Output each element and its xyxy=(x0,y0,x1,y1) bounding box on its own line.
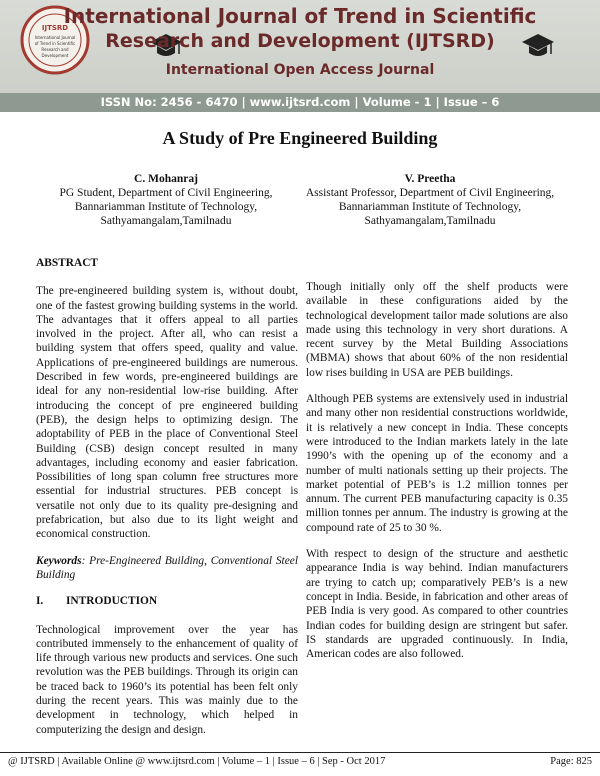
logo-text: International Journal xyxy=(34,35,76,40)
author-affiliation: Bannariamman Institute of Technology, xyxy=(338,201,522,213)
journal-banner xyxy=(0,0,600,112)
body-paragraph: Although PEB systems are extensively used in industrial and many other non residential constructions worldwide, it is relatively a new concept in India. These concepts were introduced to the Indian markets lately in the late 1990’s with the opening up of the economy and a number of multi nationals setting up their projects. The market potential of PEB’s is 1.2 million tonnes per annum. The current PEB manufacturing capacity is 0.35 million tonnes per annum. The industry is growing at the compound rate of 25 to 30 %. xyxy=(306,393,568,534)
page-footer xyxy=(8,756,592,767)
author-name: C. Mohanraj xyxy=(134,173,198,185)
author-affiliation: Assistant Professor, Department of Civil Engineering, xyxy=(305,187,555,199)
journal-title-line2: Research and Development (IJTSRD) xyxy=(105,30,495,52)
journal-subtitle: International Open Access Journal xyxy=(165,62,435,78)
footer-divider xyxy=(0,752,600,753)
issn-line: ISSN No: 2456 - 6470 | www.ijtsrd.com | Volume - 1 | Issue – 6 xyxy=(100,95,500,109)
author-name: V. Preetha xyxy=(404,173,456,185)
keywords-text: : Pre-Engineered Building, Conventional Steel Building xyxy=(36,554,298,581)
body-paragraph: Though initially only off the shelf products were available in these configurations aided by the technological development tailor made solutions are also made using this technology in very short durations. A recent survey by the Metal Building Associations (MBMA) shows that about 60% of the non residential low rises building in USA are PEB buildings. xyxy=(306,281,568,379)
section-number: I. xyxy=(36,595,44,608)
journal-title-line1: International Journal of Trend in Scientific xyxy=(63,4,537,28)
body-paragraph: With respect to design of the structure and aesthetic appearance India is way behind. Indian manufacturers are trying to catch up; comparatively PEB’s is a new concept in India. Beside, in fabrication and other areas of PEB India is very good. As compared to other countries Indian codes for building design are stringent but safer. IS standards are upgraded continuously. In India, American codes are also followed. xyxy=(306,548,568,661)
keywords xyxy=(36,554,298,583)
logo-text: Research and xyxy=(41,47,69,52)
right-column xyxy=(306,280,568,673)
logo-text: of Trend in Scientific xyxy=(34,41,76,46)
author-affiliation: PG Student, Department of Civil Engineering, xyxy=(59,187,273,199)
abstract-heading: ABSTRACT xyxy=(36,257,99,269)
author-block xyxy=(300,172,560,228)
abstract-text: The pre-engineered building system is, without doubt, one of the fastest growing building systems in the world. The advantages that it offers appeal to all parties involved in the project. After all, who can resist a building system that offers speed, quality and value. Applications of pre-engineered buildings are numerous. Described in few words, pre-engineered buildings are ideal for any non-residential low-rise building. After introducing the concept of pre engineered building (PEB), the design helps to optimizing design. The adoptability of PEB in the place of Conventional Steel Building (CSB) design concept resulted in many advantages, including economy and easier fabrication. Possibilities of long span column free structures more essential for industrial structures. PEB concept is versatile not only due to its quality pre-designing and prefabrication, but also due to its light weight and economical construction. xyxy=(36,285,298,541)
keywords-label: Keywords xyxy=(36,554,82,567)
author-block xyxy=(36,172,296,228)
author-affiliation: Sathyamangalam,Tamilnadu xyxy=(364,215,496,227)
section-title: INTRODUCTION xyxy=(66,595,158,608)
author-affiliation: Bannariamman Institute of Technology, xyxy=(74,201,258,213)
section-heading xyxy=(36,594,298,608)
left-column xyxy=(36,256,298,749)
logo-text: IJTSRD xyxy=(41,24,69,32)
paper-title: A Study of Pre Engineered Building xyxy=(162,128,438,148)
author-affiliation: Sathyamangalam,Tamilnadu xyxy=(100,215,232,227)
footer-info: @ IJTSRD | Available Online @ www.ijtsrd.com | Volume – 1 | Issue – 6 | Sep - Oct 2017 xyxy=(8,756,386,767)
page-number: Page: 825 xyxy=(550,756,592,767)
intro-paragraph: Technological improvement over the year has contributed immensely to the enhancement of quality of life through various new products and services. One such revolution was the PEB buildings. Through its origin can be traced back to 1960’s its potential has been felt only during the recent years. This was mainly due to the development in technology, which helped in computerizing the design and design. xyxy=(36,623,298,736)
logo-text: Development xyxy=(41,53,69,58)
